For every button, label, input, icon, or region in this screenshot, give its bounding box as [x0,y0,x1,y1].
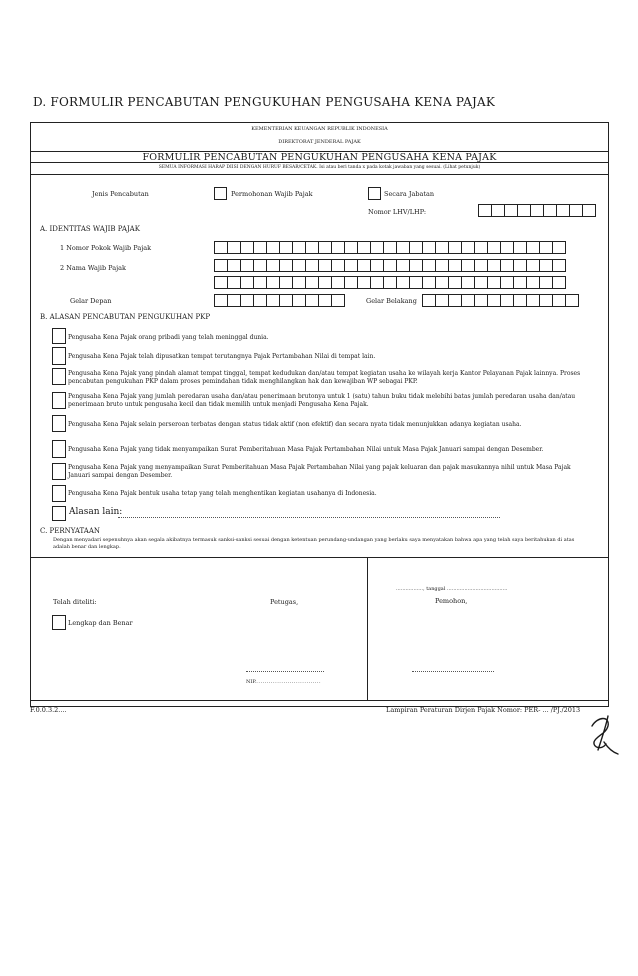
pemohon-label: Pemohon, [435,597,468,605]
alasan-lain-input[interactable] [118,517,500,518]
lengkap-checkbox[interactable] [52,615,66,630]
option-permohonan-label: Permohonan Wajib Pajak [231,190,313,198]
reason-text-1: Pengusaha Kena Pajak orang pribadi yang telah meninggal dunia. [68,334,269,341]
reason-checkbox-4[interactable] [52,392,66,409]
form-instruction: SEMUA INFORMASI HARAP DIISI DENGAN HURUF BESAR/CETAK. Isi atau beri tanda x pada kotak jawaban yang sesuai. (Lihat petunjuk) [158,164,481,170]
divider [30,174,609,175]
tanggal-line: ................., tanggal ...................................... [396,586,508,592]
section-a-heading: A. IDENTITAS WAJIB PAJAK [40,225,140,233]
reason-text-5: Pengusaha Kena Pajak selain perseroan terbatas dengan status tidak aktif (non efektif) dan secara nyata tidak menunjukkan adanya kegiatan usaha. [68,421,522,428]
divider [30,557,609,558]
paraf-signature [588,712,622,758]
form-title: FORMULIR PENCABUTAN PENGUKUHAN PENGUSAHA KENA PAJAK [142,151,497,163]
gelar-belakang-field[interactable] [422,294,578,307]
nama-wp-field-row1[interactable] [214,259,565,272]
nama-wp-field-row2[interactable] [214,276,565,289]
pemohon-signature-line [412,671,494,672]
petugas-label: Petugas, [270,598,299,606]
nip-text: NIP. [246,679,257,685]
divider [30,700,609,701]
reason-text-2: Pengusaha Kena Pajak telah dipusatkan tempat terutangnya Pajak Pertambahan Nilai di tempat lain. [68,353,376,360]
reason-checkbox-6[interactable] [52,440,66,458]
npwp-field[interactable] [214,241,565,254]
reason-text-6: Pengusaha Kena Pajak yang tidak menyampaikan Surat Pemberitahuan Masa Pajak Pertambahan Nilai untuk Masa Pajak Januari sampai dengan Desember. [68,446,544,453]
reason-checkbox-lain[interactable] [52,506,66,521]
directorate-name: DIREKTORAT JENDERAL PAJAK [278,139,361,145]
reason-checkbox-1[interactable] [52,328,66,344]
gelar-depan-field[interactable] [214,294,344,307]
reason-text-4: Pengusaha Kena Pajak yang jumlah peredaran usaha dan/atau penerimaan brutonya untuk 1 (satu) tahun buku tidak melebihi batas jumlah peredaran usaha dan/atau penerimaan bruto untuk pengusaha kecil dan tidak memilih untuk menjadi Pengusaha Kena Pajak. [68,393,576,409]
telah-diteliti-label: Telah diteliti: [53,598,97,606]
nomor-lhv-field[interactable] [478,204,595,217]
reason-checkbox-3[interactable] [52,368,66,385]
pernyataan-text: Dengan menyadari sepenuhnya akan segala akibatnya termasuk sanksi-sanksi sesuai dengan ketentuan perundang-undangan yang berlaku saya menyatakan bahwa apa yang telah saya beritahukan di atas adalah benar dan lengkap. [53,537,575,550]
reason-text-3: Pengusaha Kena Pajak yang pindah alamat tempat tinggal, tempat kedudukan dan/atau tempat kegiatan usaha ke wilayah kerja Kantor Pelayanan Pajak lainnya. Proses pencabutan pengukuhan PKP dalam proses pemindahan tidak menghilangkan hak dan kewajiban WP sebagai PKP. [68,370,581,386]
option-jabatan-label: Secara Jabatan [384,190,435,198]
reason-checkbox-7[interactable] [52,463,66,480]
checkbox-jabatan[interactable] [368,187,381,200]
checkbox-permohonan[interactable] [214,187,227,200]
reason-checkbox-8[interactable] [52,485,66,502]
section-c-heading: C. PERNYATAAN [40,527,101,535]
gelar-belakang-label: Gelar Belakang [366,297,417,305]
lengkap-label: Lengkap dan Benar [68,619,133,627]
jenis-pencabutan-label: Jenis Pencabutan [92,190,149,198]
reason-text-7: Pengusaha Kena Pajak yang menyampaikan Surat Pemberitahuan Masa Pajak Pertambahan Nilai yang pajak keluaran dan pajak masukannya nihil untuk Masa Pajak Januari sampai dengan Desember. [68,464,571,480]
lampiran-text: Lampiran Peraturan Dirjen Pajak Nomor: PER- ... /PJ./2013 [386,706,581,714]
alasan-lain-label: Alasan lain: [69,507,123,517]
npwp-label: 1 Nomor Pokok Wajib Pajak [60,244,152,252]
nomor-lhv-label: Nomor LHV/LHP: [368,208,427,216]
reason-checkbox-5[interactable] [52,415,66,432]
form-code: F.0.0.3.2.... [30,706,67,714]
petugas-signature-line [246,671,324,672]
page-heading: D. FORMULIR PENCABUTAN PENGUKUHAN PENGUSAHA KENA PAJAK [33,95,496,109]
ministry-name: KEMENTERIAN KEUANGAN REPUBLIK INDONESIA [251,126,388,132]
gelar-depan-label: Gelar Depan [70,297,112,305]
nip-label: NIP................................ [246,679,322,685]
nama-wp-label: 2 Nama Wajib Pajak [60,264,126,272]
divider [367,557,368,700]
reason-text-8: Pengusaha Kena Pajak bentuk usaha tetap yang telah menghentikan kegiatan usahanya di Indonesia. [68,490,377,497]
section-b-heading: B. ALASAN PENCABUTAN PENGUKUHAN PKP [40,313,211,321]
reason-checkbox-2[interactable] [52,347,66,365]
